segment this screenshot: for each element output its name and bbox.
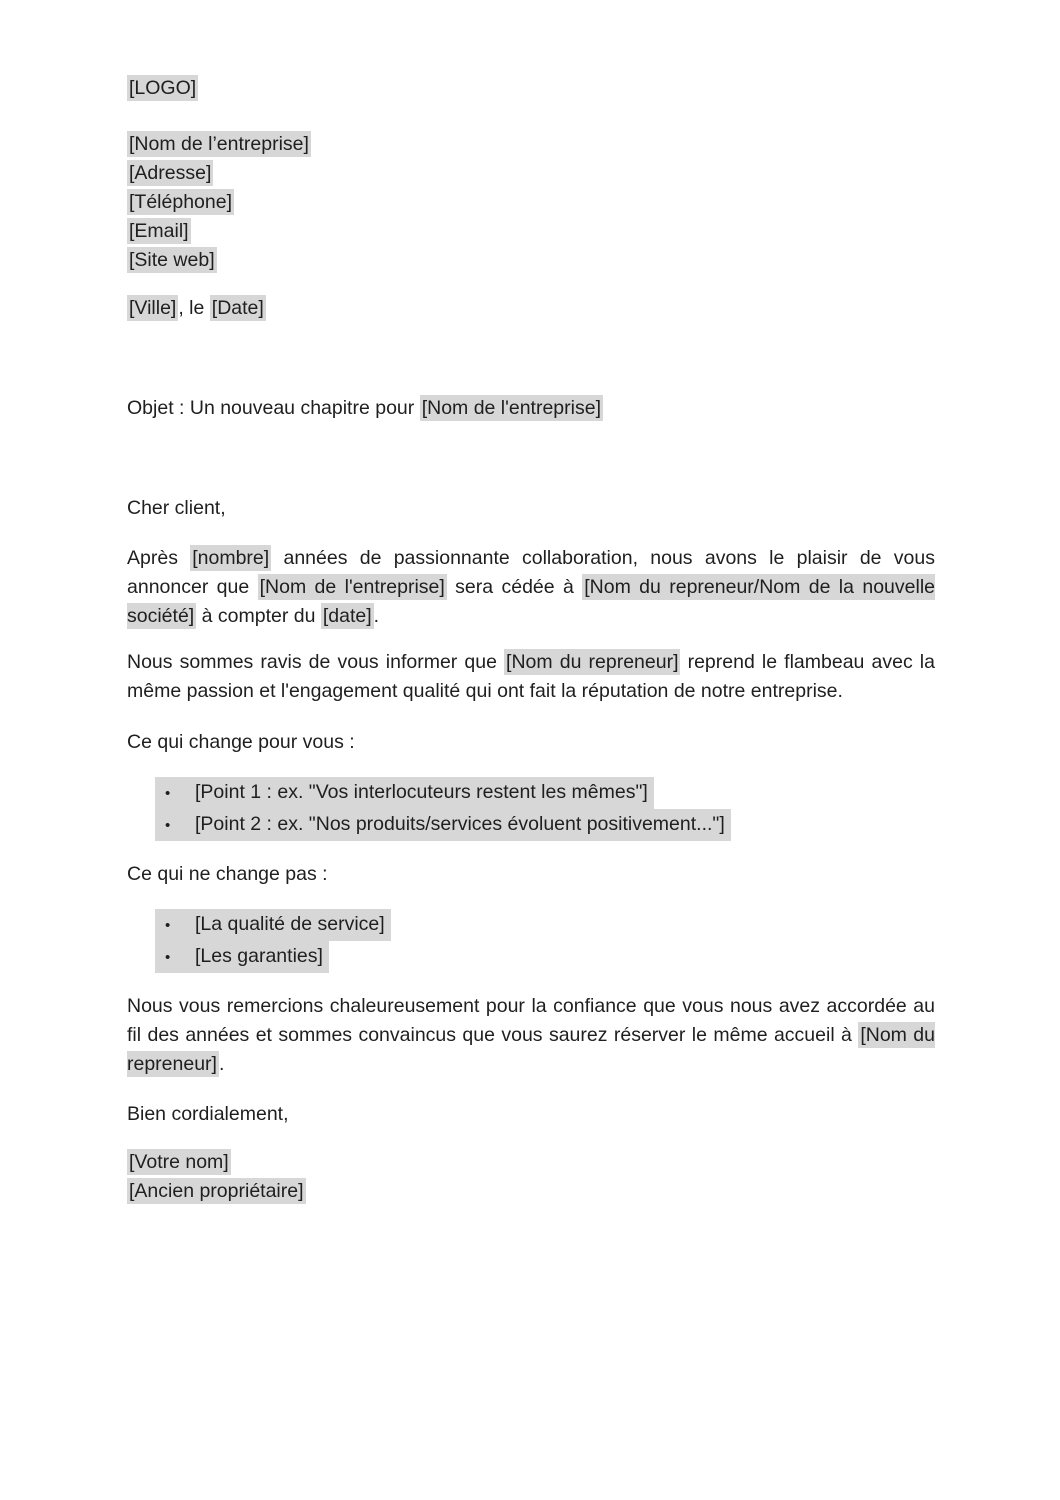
placeholder-city: [Ville] — [129, 297, 177, 319]
bullet-icon: • — [165, 785, 171, 802]
list-item — [155, 941, 935, 973]
list-item — [155, 809, 935, 841]
unchanged-heading: Ce qui ne change pas : — [127, 863, 328, 885]
list-item-label: [La qualité de service] — [195, 913, 385, 935]
company-contact-block — [127, 130, 935, 275]
placeholder-email: [Email] — [129, 220, 189, 242]
placeholder-buyer-name-2: [Nom du repreneur] — [127, 1024, 935, 1075]
placeholder-unchanged-quality — [155, 909, 391, 941]
placeholder-subject-company-name: [Nom de l'entreprise] — [421, 397, 601, 419]
subject-text: Objet : Un nouveau chapitre pour — [127, 397, 420, 419]
placeholder-company-name-2: [Nom de l'entreprise] — [259, 576, 445, 598]
changes-heading: Ce qui change pour vous : — [127, 731, 355, 753]
paragraph-buyer-intro — [127, 648, 935, 706]
placeholder-buyer-name: [Nom du repreneur] — [506, 651, 679, 673]
placeholder-unchanged-warranties — [155, 941, 329, 973]
subject-line — [127, 394, 935, 423]
list-item-label: [Point 2 : ex. "Nos produits/services évoluent positivement..."] — [195, 813, 725, 835]
list-item — [155, 777, 935, 809]
list-item — [155, 909, 935, 941]
changes-list — [155, 777, 935, 841]
salutation: Cher client, — [127, 497, 226, 519]
text-segment: Après — [127, 547, 191, 569]
placeholder-buyer-or-new-company: [Nom du repreneur/Nom de la nouvelle société] — [127, 576, 935, 627]
placeholder-date: [Date] — [211, 297, 264, 319]
placeholder-former-owner: [Ancien propriétaire] — [129, 1180, 304, 1202]
unchanged-list — [155, 909, 935, 973]
text-segment: Nous sommes ravis de vous informer que — [127, 651, 505, 673]
placeholder-your-name: [Votre nom] — [129, 1151, 229, 1173]
placeholder-logo: [LOGO] — [129, 77, 197, 99]
text-segment: à compter du — [196, 605, 321, 627]
signature-block — [127, 1148, 935, 1206]
placeholder-company-name: [Nom de l’entreprise] — [129, 133, 309, 155]
bullet-icon: • — [165, 949, 171, 966]
logo-line — [127, 74, 935, 103]
dateline-separator: , le — [178, 297, 210, 319]
text-segment: . — [373, 605, 380, 627]
city-date-line — [127, 294, 935, 323]
placeholder-effective-date: [date] — [322, 605, 372, 627]
list-item-label: [Les garanties] — [195, 945, 323, 967]
placeholder-address: [Adresse] — [129, 162, 212, 184]
placeholder-years-count: [nombre] — [192, 547, 270, 569]
text-segment: Nous vous remercions chaleureusement pour la confiance que vous nous avez accordée au fil des années et sommes convaincus que vous saurez réserver le même accueil à — [127, 995, 935, 1046]
placeholder-website: [Site web] — [129, 249, 215, 271]
paragraph-thanks — [127, 992, 935, 1079]
bullet-icon: • — [165, 917, 171, 934]
placeholder-change-point-1 — [155, 777, 654, 809]
text-segment: . — [218, 1053, 225, 1075]
bullet-icon: • — [165, 817, 171, 834]
text-segment: années de passionnante collaboration, nous avons le plaisir de vous annoncer que — [127, 547, 936, 598]
placeholder-change-point-2 — [155, 809, 731, 841]
closing-line: Bien cordialement, — [127, 1103, 289, 1125]
list-item-label: [Point 1 : ex. "Vos interlocuteurs restent les mêmes"] — [195, 781, 648, 803]
paragraph-announcement — [127, 544, 935, 631]
text-segment: reprend le flambeau avec la même passion et l'engagement qualité qui ont fait la réputation de notre entreprise. — [127, 651, 935, 702]
text-segment: sera cédée à — [446, 576, 583, 598]
placeholder-phone: [Téléphone] — [129, 191, 232, 213]
